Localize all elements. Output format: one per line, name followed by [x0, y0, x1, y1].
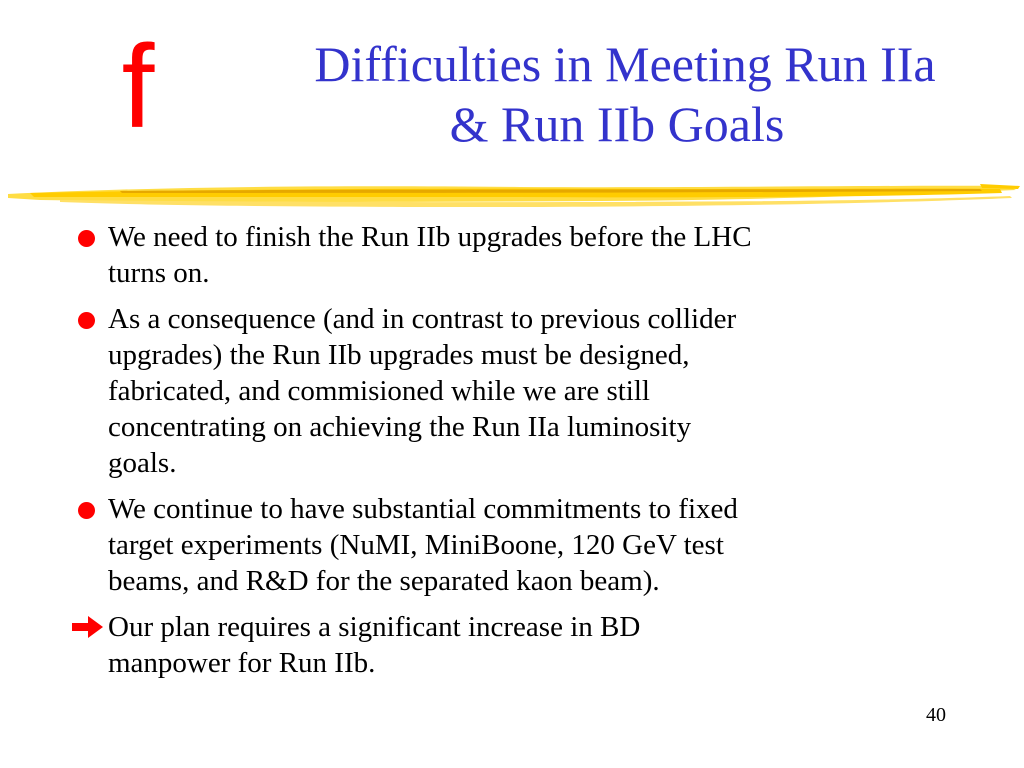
- red-dot-bullet: [78, 230, 95, 247]
- bullet-line: Our plan requires a significant increase in BD: [108, 611, 641, 643]
- red-dot-bullet: [78, 312, 95, 329]
- title-underline-brushstroke: [0, 176, 1024, 216]
- bullet-item: [70, 491, 970, 599]
- page-number: 40: [926, 704, 946, 726]
- bullet-line: We need to finish the Run IIb upgrades before the LHC: [108, 221, 752, 253]
- bullet-line: turns on.: [108, 257, 210, 289]
- bullet-line: beams, and R&D for the separated kaon beam).: [108, 565, 660, 597]
- bullet-line: goals.: [108, 447, 177, 479]
- bullet-line: fabricated, and commisioned while we are still: [108, 375, 650, 407]
- bullet-line: We continue to have substantial commitments to fixed: [108, 493, 738, 525]
- bullet-list: [70, 219, 970, 691]
- title-line-2: & Run IIb Goals: [449, 96, 785, 152]
- red-dot-bullet: [78, 502, 95, 519]
- bullet-line: upgrades) the Run IIb upgrades must be designed,: [108, 339, 690, 371]
- bullet-line: manpower for Run IIb.: [108, 647, 376, 679]
- bullet-line: As a consequence (and in contrast to previous collider: [108, 303, 737, 335]
- fermilab-logo: f: [121, 21, 155, 153]
- bullet-item: [70, 301, 970, 481]
- bullet-item: [70, 609, 970, 681]
- bullet-line: target experiments (NuMI, MiniBoone, 120 GeV test: [108, 529, 724, 561]
- slide-title: [200, 34, 1024, 154]
- red-arrow-icon: [71, 614, 105, 640]
- title-line-1: Difficulties in Meeting Run IIa: [314, 36, 936, 92]
- bullet-line: concentrating on achieving the Run IIa luminosity: [108, 411, 692, 443]
- bullet-item: [70, 219, 970, 291]
